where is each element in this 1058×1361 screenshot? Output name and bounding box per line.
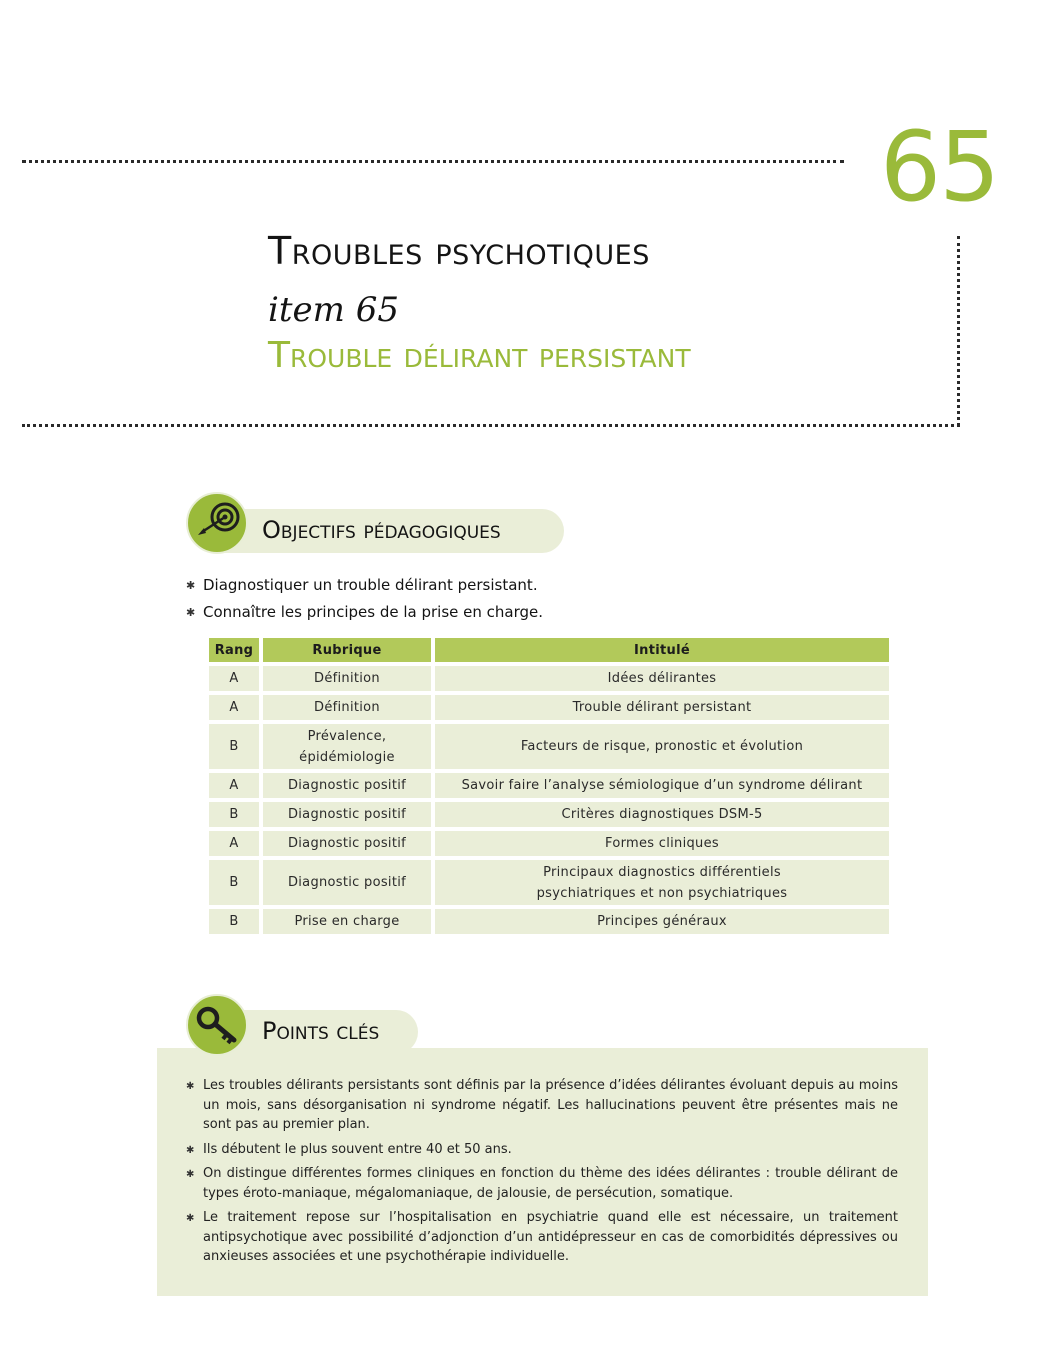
star-bullet-icon: ✱ xyxy=(186,579,196,592)
objectives-title: Objectifs pédagogiques xyxy=(262,516,501,544)
cell-rang: B xyxy=(209,860,259,905)
list-item: ✱ On distingue différentes formes cliniques en fonction du thème des idées délirantes : trouble délirant de types éroto-maniaque, mégalomaniaque, de jalousie, de persécution, somatique. xyxy=(186,1166,898,1201)
cell-intitule: Idées délirantes xyxy=(435,666,889,691)
cell-rang: B xyxy=(209,724,259,769)
chapter-number: 65 xyxy=(880,111,999,223)
cell-rang: B xyxy=(209,909,259,934)
header-intitule: Intitulé xyxy=(435,638,889,662)
cell-intitule: Principes généraux xyxy=(435,909,889,934)
cell-intitule: Principaux diagnostics différentiels psychiatriques et non psychiatriques xyxy=(435,860,889,905)
star-bullet-icon: ✱ xyxy=(186,606,196,619)
table-row xyxy=(209,831,889,856)
header-rubrique: Rubrique xyxy=(263,638,431,662)
objectives-list xyxy=(186,572,543,626)
cell-intitule: Trouble délirant persistant xyxy=(435,695,889,720)
cell-rubrique: Définition xyxy=(263,666,431,691)
table-row xyxy=(209,909,889,934)
header-dotted-line-right xyxy=(957,236,960,426)
table-row xyxy=(209,773,889,798)
cell-intitule: Savoir faire l’analyse sémiologique d’un syndrome délirant xyxy=(435,773,889,798)
competences-table xyxy=(205,634,893,938)
star-bullet-icon: ✱ xyxy=(186,1213,195,1224)
header-dotted-line-top xyxy=(22,160,844,163)
cell-rubrique: Diagnostic positif xyxy=(263,773,431,798)
table-row xyxy=(209,666,889,691)
star-bullet-icon: ✱ xyxy=(186,1169,195,1180)
star-bullet-icon: ✱ xyxy=(186,1081,195,1092)
star-bullet-icon: ✱ xyxy=(186,1144,195,1156)
cell-intitule: Critères diagnostiques DSM-5 xyxy=(435,802,889,827)
list-item: ✱ Diagnostiquer un trouble délirant persistant. xyxy=(186,572,543,599)
table-row xyxy=(209,802,889,827)
cell-rubrique: Définition xyxy=(263,695,431,720)
cell-rang: A xyxy=(209,773,259,798)
header-dotted-line-bottom xyxy=(22,424,960,427)
list-item: ✱ Ils débutent le plus souvent entre 40 et 50 ans. xyxy=(186,1140,898,1160)
cell-rang: A xyxy=(209,695,259,720)
cell-rubrique: Prise en charge xyxy=(263,909,431,934)
list-item: ✱ Le traitement repose sur l’hospitalisation en psychiatrie quand elle est nécessaire, un traitement antipsychotique avec possibilité d’adjonction d’un antidépresseur en cas de comorbidités dépressives ou anxieuses associées et une psychothérapie individuelle. xyxy=(186,1210,898,1264)
chapter-subtitle: Trouble délirant persistant xyxy=(268,335,691,376)
table-header-row xyxy=(209,638,889,662)
table-row xyxy=(209,724,889,769)
keypoints-list xyxy=(186,1076,898,1272)
cell-rubrique: Prévalence, épidémiologie xyxy=(263,724,431,769)
cell-rang: B xyxy=(209,802,259,827)
cell-rubrique: Diagnostic positif xyxy=(263,831,431,856)
cell-rang: A xyxy=(209,666,259,691)
cell-rubrique: Diagnostic positif xyxy=(263,860,431,905)
header-rang: Rang xyxy=(209,638,259,662)
keypoints-title: Points clés xyxy=(262,1017,380,1045)
list-item: ✱ Les troubles délirants persistants sont définis par la présence d’idées délirantes évoluant depuis au moins un mois, sans désorganisation ni syndrome négatif. Les hallucinations peuvent être présentes mais ne sont pas au premier plan. xyxy=(186,1078,898,1132)
key-icon xyxy=(186,994,248,1056)
chapter-title: Troubles psychotiques xyxy=(268,229,650,273)
cell-intitule: Facteurs de risque, pronostic et évolution xyxy=(435,724,889,769)
list-item: ✱ Connaître les principes de la prise en charge. xyxy=(186,599,543,626)
table-row xyxy=(209,695,889,720)
cell-rang: A xyxy=(209,831,259,856)
item-label: item 65 xyxy=(268,290,399,330)
target-icon xyxy=(186,492,248,554)
cell-intitule: Formes cliniques xyxy=(435,831,889,856)
cell-rubrique: Diagnostic positif xyxy=(263,802,431,827)
table-row xyxy=(209,860,889,905)
